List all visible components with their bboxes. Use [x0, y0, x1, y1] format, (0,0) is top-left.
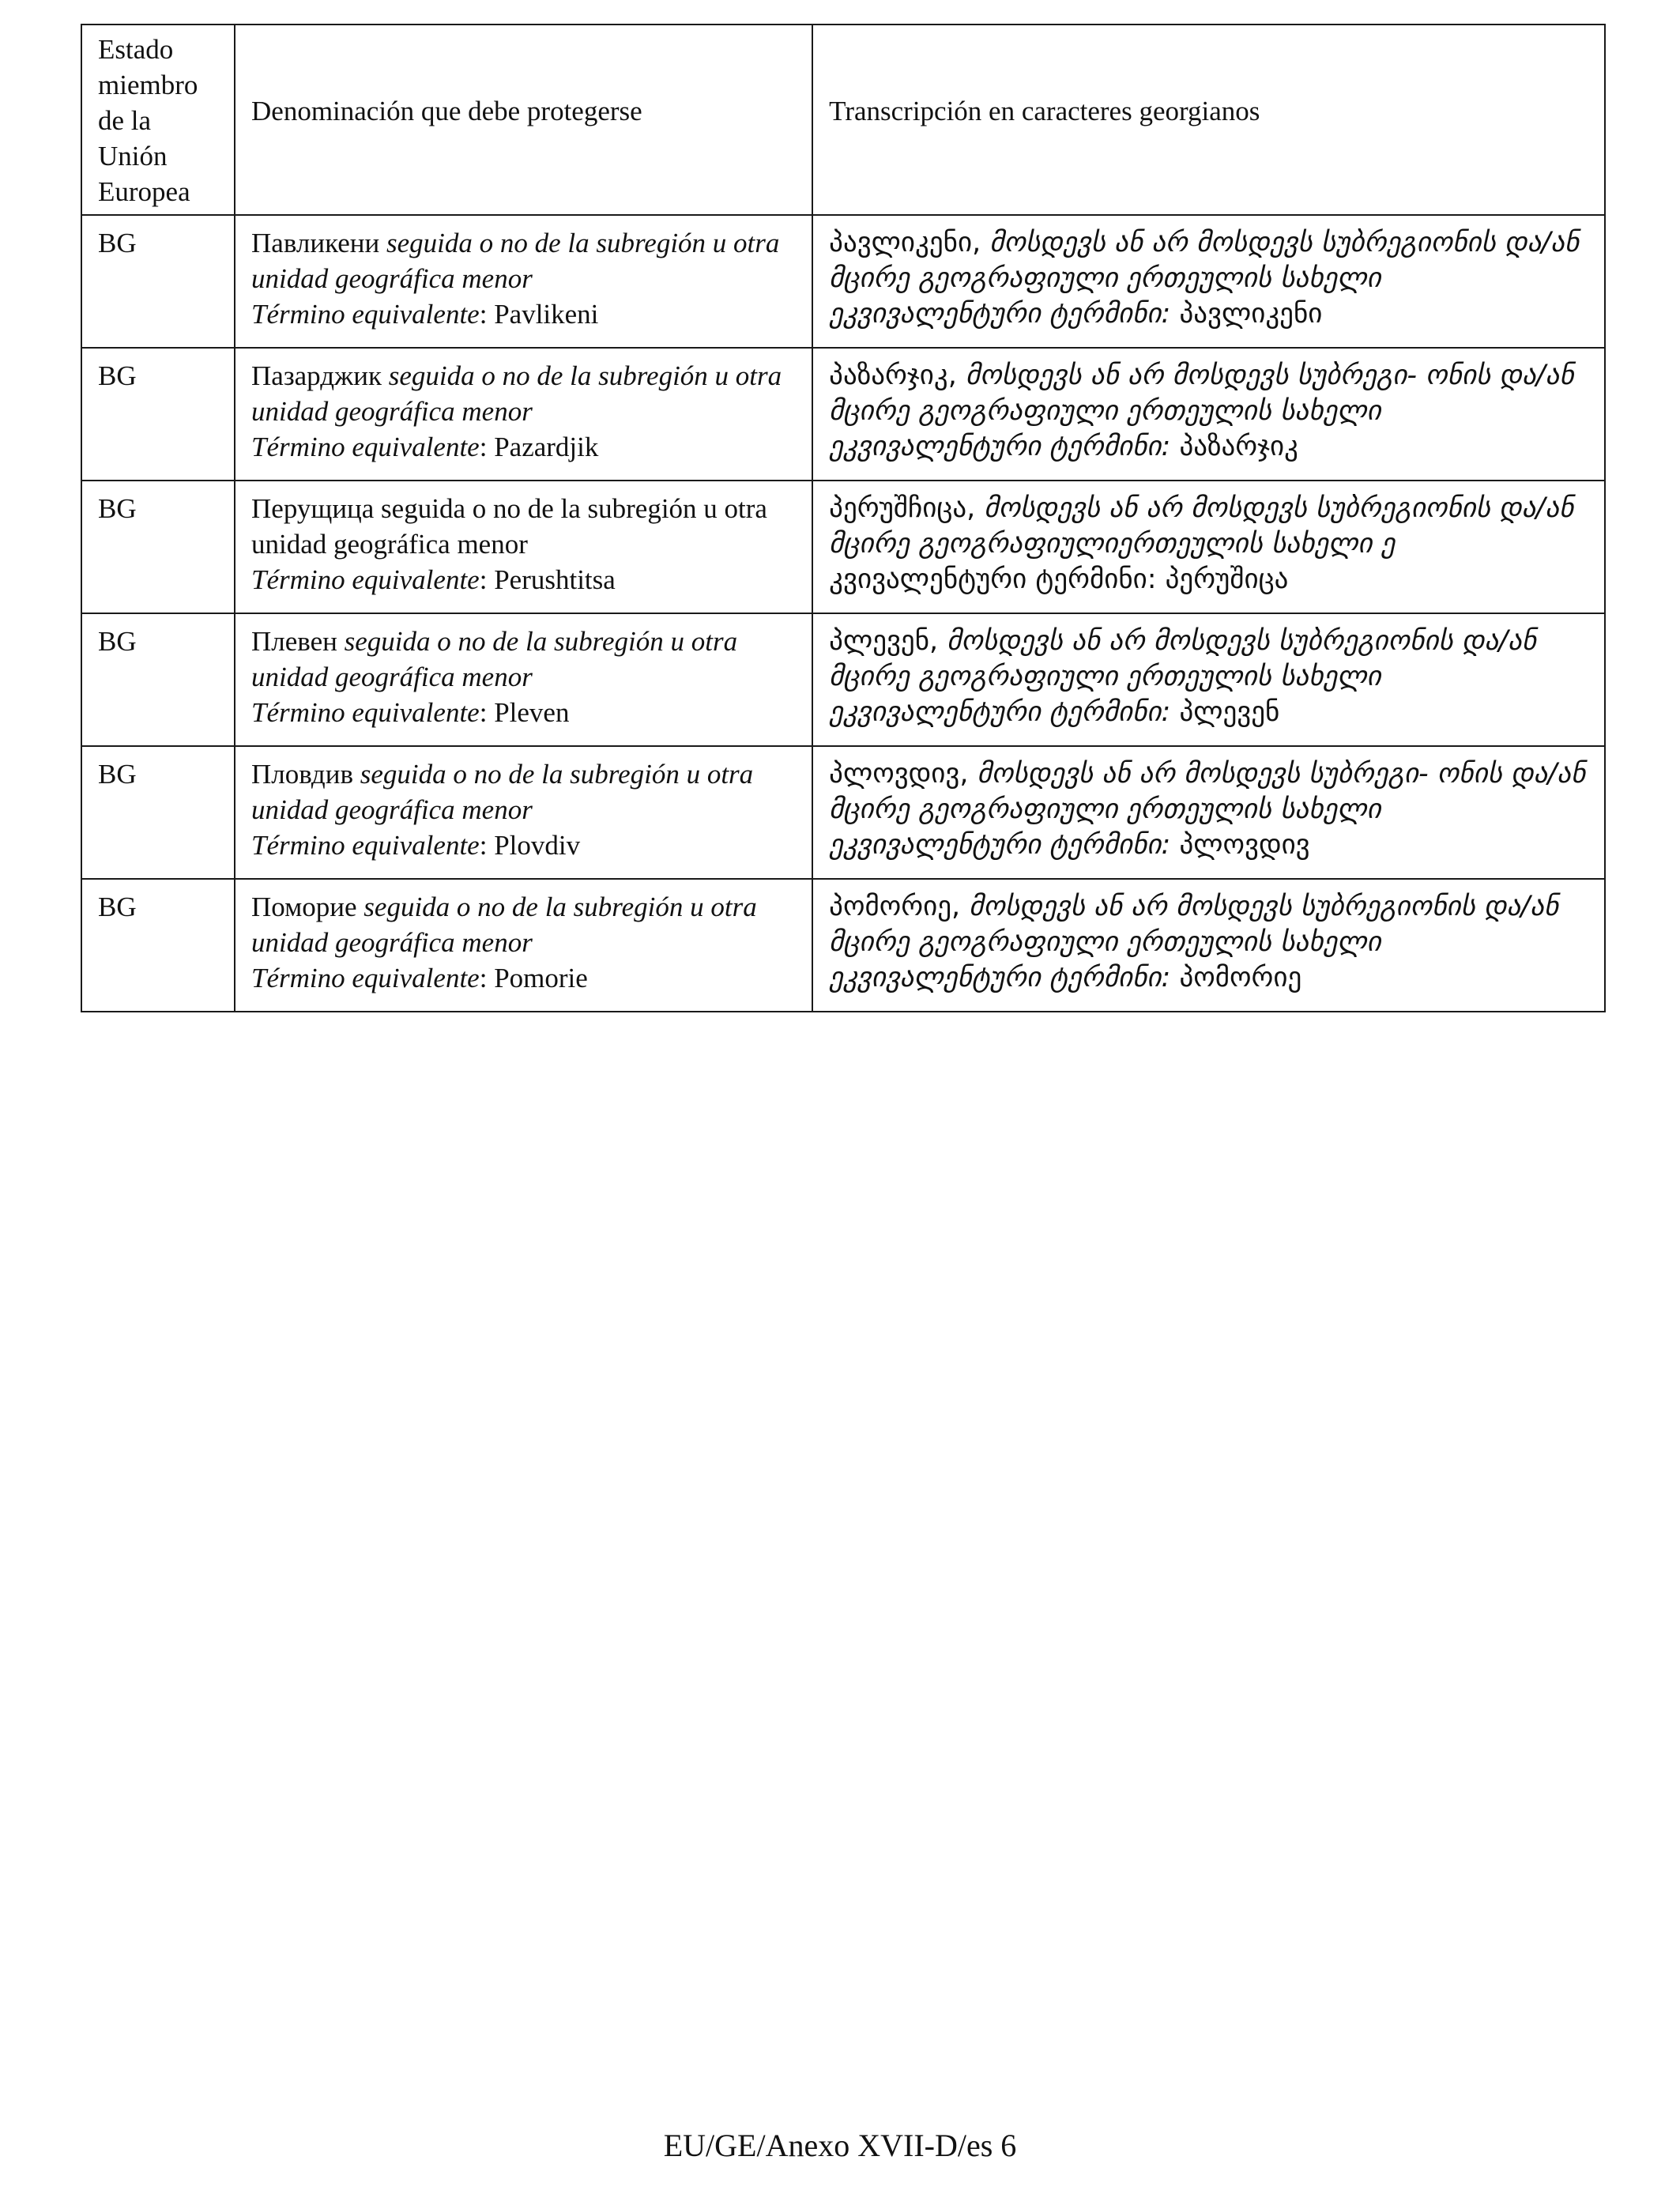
- name-suffix: seguida o no de la subregión u otra unidad geográfica menor: [251, 228, 780, 294]
- ka-suffix: მოსდევს ან არ მოსდევს სუბრეგი- ონის და/ან მცირე გეოგრაფიული ერთეულის სახელი ეკვივალენტური ტერმინი:: [829, 360, 1574, 462]
- ka-suffix: მოსდევს ან არ მოსდევს სუბრეგიონის და/ან მცირე გეოგრაფიული ერთეულის სახელი ეკვივალენტური ტერმინი:: [829, 227, 1580, 330]
- cell-state: BG: [81, 613, 235, 746]
- name-cyrillic: Перущица seguida o no de la subregión u otra unidad geográfica menor: [251, 493, 767, 560]
- cell-transcription: [812, 613, 1605, 746]
- ka-equiv: პაზარჯიკ: [1179, 431, 1299, 462]
- ka-equiv: პლევენ: [1179, 696, 1280, 728]
- name-suffix: seguida o no de la subregión u otra unidad geográfica menor: [251, 360, 782, 427]
- cell-state: BG: [81, 348, 235, 481]
- name-suffix: seguida o no de la subregión u otra unidad geográfica menor: [251, 759, 754, 825]
- equiv-value: Pomorie: [494, 963, 588, 993]
- name-suffix: seguida o no de la subregión u otra unidad geográfica menor: [251, 892, 757, 958]
- equivalent-term: Término equivalente: Pleven: [251, 697, 570, 728]
- table-row: [81, 481, 1605, 613]
- equiv-label: Término equivalente: [251, 963, 480, 993]
- ka-name: პერუშჩიცა,: [829, 492, 976, 524]
- name-cyrillic: Поморие: [251, 892, 357, 922]
- cell-name: [235, 481, 812, 613]
- equiv-label: Término equivalente: [251, 697, 480, 728]
- ka-name: პომორიე,: [829, 891, 961, 922]
- equiv-value: Plovdiv: [494, 830, 581, 861]
- table-header-row: [81, 25, 1605, 215]
- equiv-value: Pavlikeni: [494, 299, 599, 330]
- equivalent-term: Término equivalente: Pomorie: [251, 963, 588, 993]
- equivalent-term: Término equivalente: Plovdiv: [251, 830, 581, 861]
- page-footer-reference: EU/GE/Anexo XVII-D/es 6: [663, 2128, 1017, 2163]
- name-suffix: seguida o no de la subregión u otra unidad geográfica menor: [251, 626, 738, 692]
- ka-suffix: მოსდევს ან არ მოსდევს სუბრეგი- ონის და/ან მცირე გეოგრაფიული ერთეულის სახელი ეკვივალენტური ტერმინი:: [829, 758, 1586, 861]
- cell-transcription: [812, 879, 1605, 1012]
- cell-state: BG: [81, 879, 235, 1012]
- name-cyrillic: Плевен: [251, 626, 337, 657]
- ka-tail: კვივალენტური ტერმინი: პერუშიცა: [829, 564, 1289, 595]
- equiv-label: Término equivalente: [251, 299, 480, 330]
- table-row: [81, 613, 1605, 746]
- header-name: Denominación que debe protegerse: [235, 25, 812, 215]
- cell-name: [235, 746, 812, 879]
- equivalent-term: Término equivalente: Pazardjik: [251, 432, 599, 462]
- cell-transcription: [812, 746, 1605, 879]
- equiv-label: Término equivalente: [251, 432, 480, 462]
- gi-table: [81, 24, 1606, 1012]
- ka-name: პავლიკენი,: [829, 227, 981, 258]
- ka-name: პაზარჯიკ,: [829, 360, 957, 391]
- table-row: [81, 746, 1605, 879]
- cell-transcription: [812, 348, 1605, 481]
- equiv-label: Término equivalente: [251, 830, 480, 861]
- equiv-label: Término equivalente: [251, 564, 480, 595]
- cell-name: [235, 348, 812, 481]
- ka-name: პლევენ,: [829, 625, 939, 657]
- ka-suffix: მოსდევს ან არ მოსდევს სუბრეგიონის და/ან მცირე გეოგრაფიული ერთეულის სახელი ეკვივალენტური ტერმინი:: [829, 625, 1537, 728]
- name-cyrillic: Павликени: [251, 228, 380, 258]
- cell-transcription: [812, 481, 1605, 613]
- cell-state: BG: [81, 481, 235, 613]
- name-cyrillic: Пазарджик: [251, 360, 382, 391]
- header-state: Estado miembro de la Unión Europea: [81, 25, 235, 215]
- table-row: [81, 348, 1605, 481]
- equivalent-term: Término equivalente: Perushtitsa: [251, 564, 616, 595]
- cell-transcription: [812, 215, 1605, 348]
- ka-suffix: მოსდევს ან არ მოსდევს სუბრეგიონის და/ან მცირე გეოგრაფიული ერთეულის სახელი ეკვივალენტური ტერმინი:: [829, 891, 1559, 993]
- cell-state: BG: [81, 215, 235, 348]
- name-cyrillic: Пловдив: [251, 759, 353, 790]
- cell-name: [235, 215, 812, 348]
- equiv-value: Pleven: [494, 697, 570, 728]
- table-row: [81, 215, 1605, 348]
- ka-suffix: მოსდევს ან არ მოსდევს სუბრეგიონის და/ან მცირე გეოგრაფიულიერთეულის სახელი ე: [829, 492, 1574, 560]
- ka-name: პლოვდივ,: [829, 758, 969, 790]
- equivalent-term: Término equivalente: Pavlikeni: [251, 299, 599, 330]
- ka-equiv: პავლიკენი: [1179, 298, 1323, 330]
- equiv-value: Perushtitsa: [494, 564, 616, 595]
- cell-state: BG: [81, 746, 235, 879]
- table-row: [81, 879, 1605, 1012]
- cell-name: [235, 613, 812, 746]
- ka-equiv: პლოვდივ: [1179, 829, 1310, 861]
- ka-equiv: პომორიე: [1179, 962, 1302, 993]
- cell-name: [235, 879, 812, 1012]
- equiv-value: Pazardjik: [494, 432, 599, 462]
- header-transcription: Transcripción en caracteres georgianos: [812, 25, 1605, 215]
